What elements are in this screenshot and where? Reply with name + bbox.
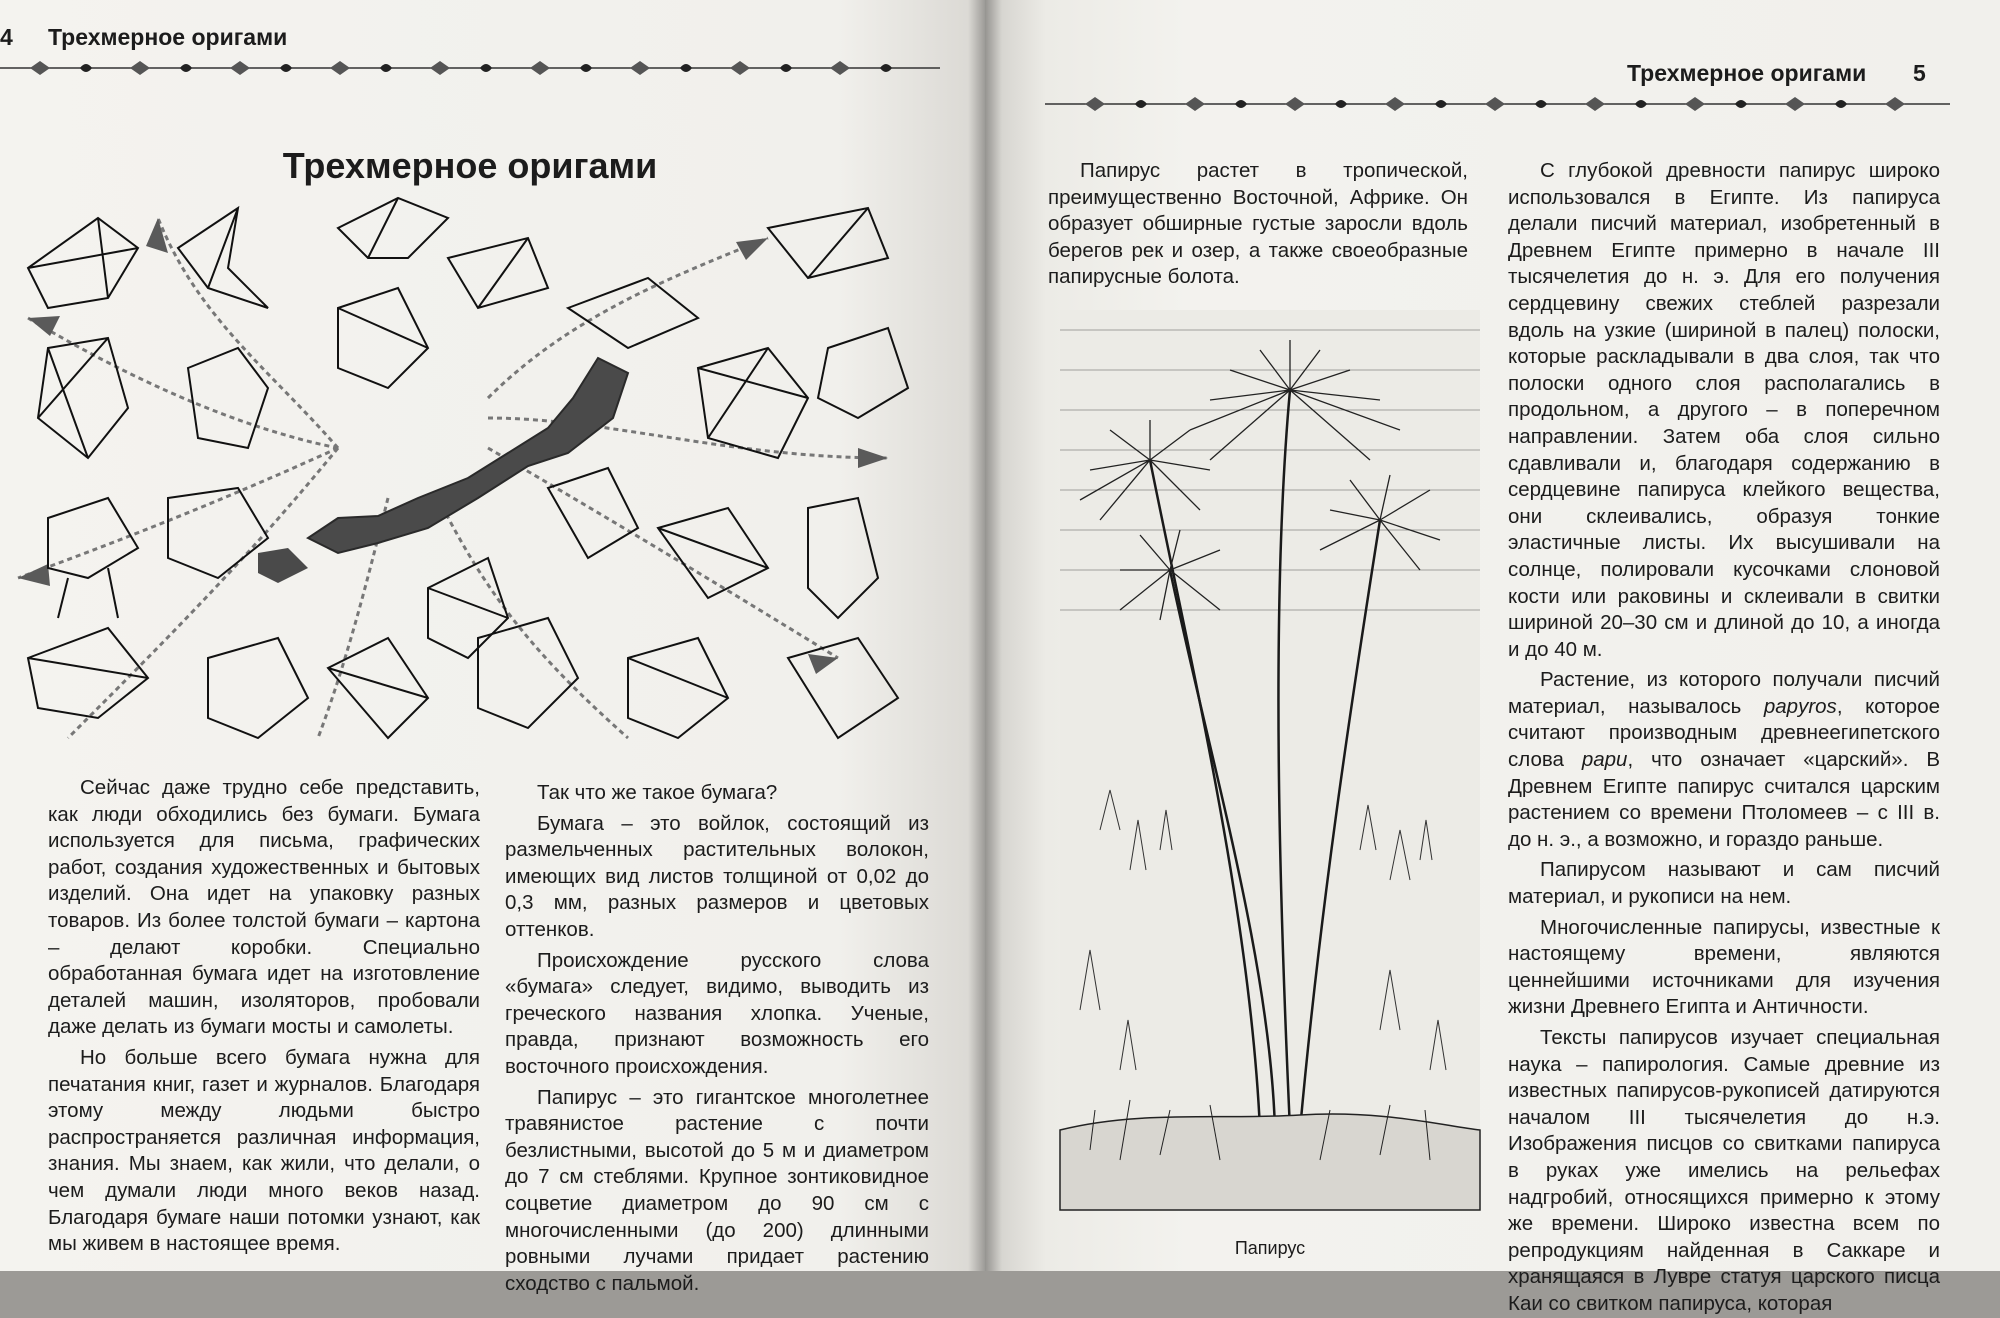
page-number: 5 [1913, 60, 1926, 86]
running-head: Трехмерное оригами [48, 24, 288, 50]
paragraph: Папирусом называют и сам писчий материал, и рукописи на нем. [1508, 858, 1940, 909]
paragraph: Бумага – это войлок, состоящий из размельченных растительных волокон, имеющих вид листов толщиной от 0,02 до 0,3 мм, разных размеров и цветовых оттенков. [505, 811, 929, 941]
paragraph: Папирус – это гигантское многолетнее травянистое растение с почти безлистными, высотой до 5 м и диаметром до 7 см стеблями. Крупное зонтиковидное соцветие диаметром до 90 см с многочисленными (до 200) длинными ровными лучами придает растению сходство с пальмой. [505, 1085, 929, 1295]
right-page [985, 0, 2000, 1315]
paragraph: Тексты папирусов изучает специальная наука – папирология. Самые древние из известных папирусов-рукописей датируются началом III тысячелетия до н.э. Изображения писцов со свитками папируса в руках уже имелись на рельефах надгробий, относящихся примерно к этому же времени. Широко известна всем по репродукциям найденная в Саккаре и хранящаяся в Лувре статуя царского писца Каи со свитком папируса, которая [1508, 1026, 1940, 1315]
paragraph: Растение, из которого получали писчий материал, называлось papyros, которое считают производным древнеегипетского слова papu, что означает «царский». В Древнем Египте папирус считался царским растением со времени Птоломеев – с III в. до н. э., а возможно, и гораздо раньше. [1508, 668, 1940, 851]
ornament-divider [1045, 92, 1955, 116]
right-column-1 [1048, 158, 1468, 291]
paragraph: Так что же такое бумага? [537, 781, 778, 804]
papyrus-illustration [1060, 310, 1480, 1210]
left-page [0, 0, 985, 1295]
left-column-1 [48, 775, 480, 1258]
running-head: Трехмерное оригами [1627, 60, 1867, 86]
paragraph: Сейчас даже трудно себе представить, как люди обходились без бумаги. Бумага используется для письма, графических работ, создания художественных и бытовых изделий. Она идет на упаковку разных товаров. Из более толстой бумаги – картона – делают коробки. Специально обработанная бумага идет на изготовление деталей машин, изоляторов, пробовали даже делать из бумаги мосты и самолеты. [48, 776, 480, 1039]
origami-map-illustration [8, 198, 938, 758]
page-title: Трехмерное оригами [282, 145, 658, 186]
paragraph: Многочисленные папирусы, известные к настоящему времени, являются ценнейшими источниками для изучения жизни Древнего Египта и Античности. [1508, 915, 1940, 1019]
ornament-divider [0, 56, 960, 80]
paragraph: Но больше всего бумага нужна для печатания книг, газет и журналов. Благодаря этому между людьми быстро распространяется различная информация, знания. Мы знаем, как жили, что делали, о чем думали люди много веков назад. Благодаря бумаге наши потомки узнают, как мы живем в настоящее время. [48, 1045, 480, 1256]
paragraph: С глубокой древности папирус широко использовался в Египте. Из папируса делали писчий материал, изобретенный в Древнем Египте примерно в начале III тысячелетия до н. э. Для его получения сердцевину свежих стеблей разрезали вдоль на узкие (шириной в палец) полоски, которые раскладывали в два слоя, так что полоски одного слоя располагались в продольном, а другого – в поперечном направлении. Затем оба слоя сильно сдавливали и, благодаря содержанию в сердцевине папируса клейкого вещества, они склеивались, образуя тонкие эластичные листы. Их высушивали на солнце, полировали кусочками слоновой кости или раковины и склеивали в свитки шириной 20–30 см и длиной до 10, а иногда и до 40 м. [1508, 159, 1940, 661]
paragraph: Папирус растет в тропической, преимущественно Восточной, Африке. Он образует обширные густые заросли вдоль берегов рек и озер, а также своеобразные папирусные болота. [1048, 159, 1468, 289]
paragraph: Происхождение русского слова «бумага» следует, видимо, выводить из греческого названия хлопка. Ученые, правда, признают возможность его восточного происхождения. [505, 948, 929, 1078]
page-number: 4 [0, 24, 13, 50]
figure-caption: Папирус [1234, 1238, 1306, 1258]
book-gutter [968, 0, 1002, 1271]
right-column-2 [1508, 158, 1940, 1318]
left-column-2 [505, 780, 929, 1297]
